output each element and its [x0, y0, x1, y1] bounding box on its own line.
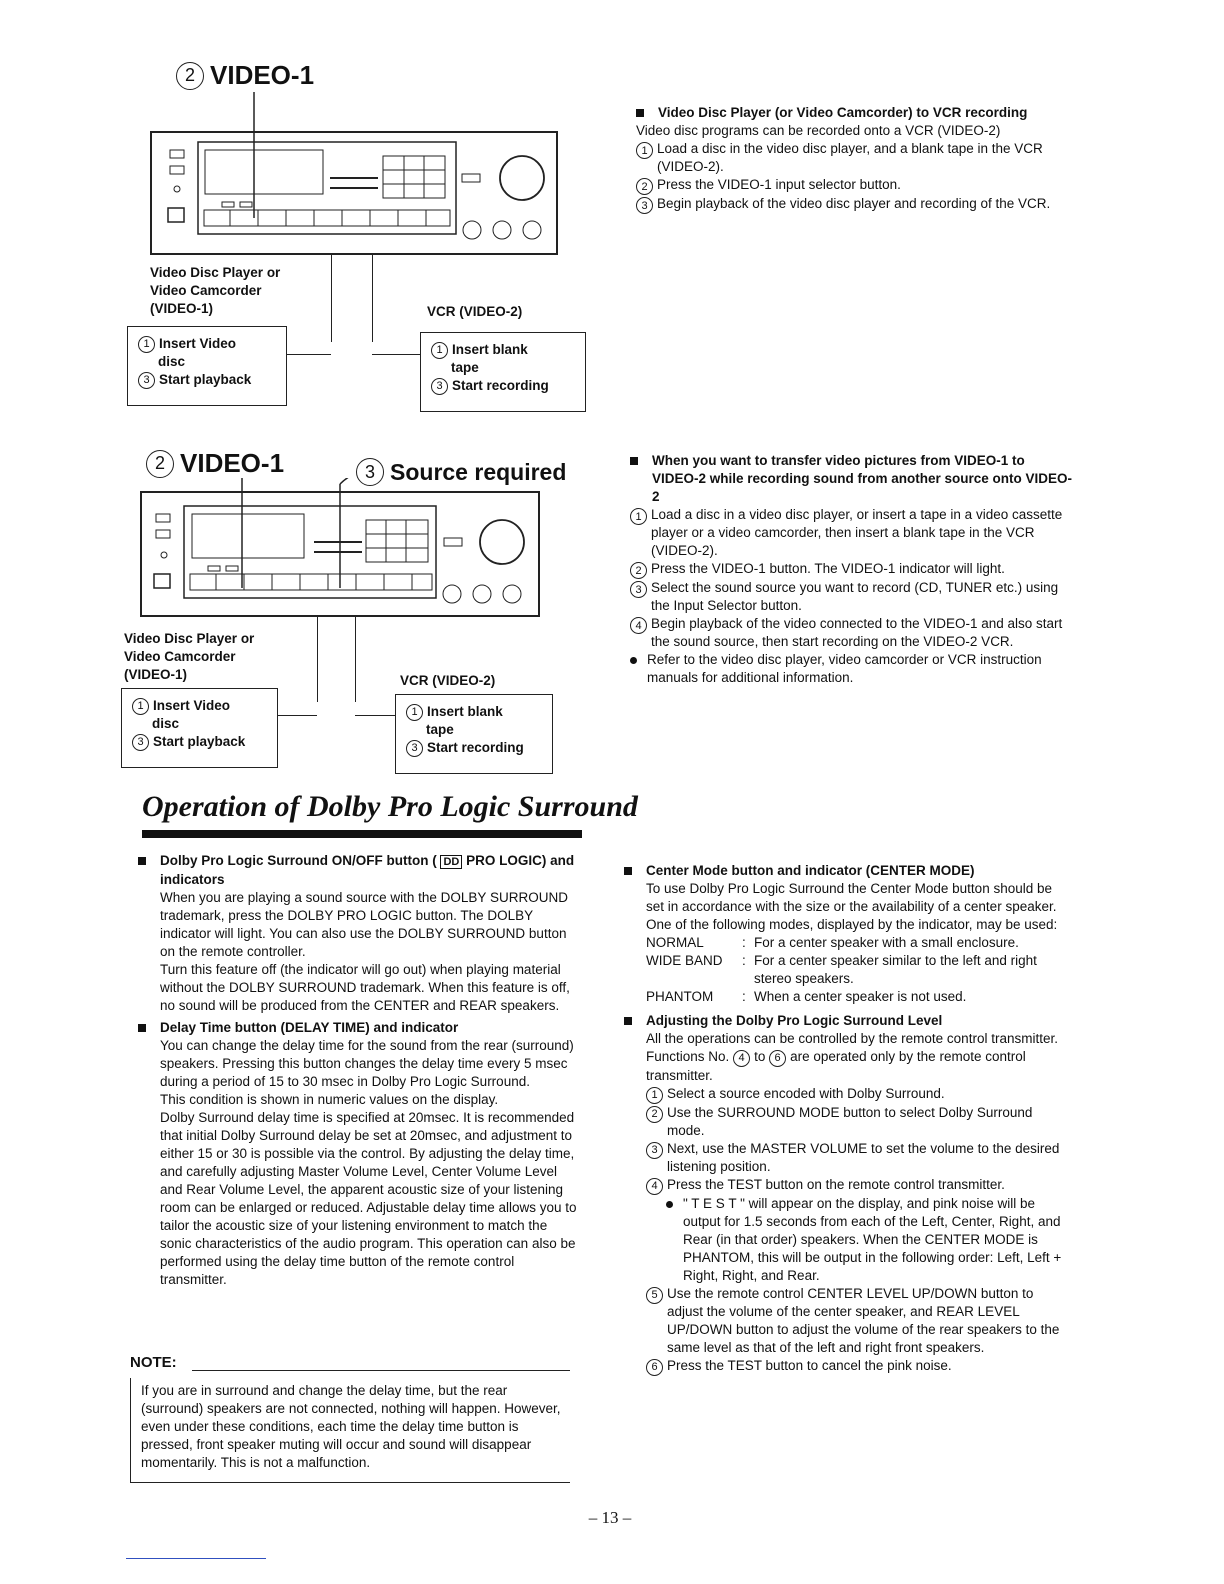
test-bullet	[646, 1195, 1068, 1285]
step	[630, 506, 1074, 560]
circled-3-icon: 3	[646, 1142, 663, 1159]
mode-desc: For a center speaker similar to the left and right stereo speakers.	[754, 953, 1037, 986]
square-bullet-icon	[138, 857, 146, 865]
circled-2-icon: 2	[646, 1106, 663, 1123]
step-text: Load a disc in the video disc player, and a blank tape in the VCR (VIDEO-2).	[657, 141, 1043, 174]
diagram1-heading-text: VIDEO-1	[210, 60, 315, 90]
paragraph: When you are playing a sound source with the DOLBY SURROUND trademark, press the DOLBY PRO LOGIC button. The DOLBY indicator will light. You can also use the DOLBY SURROUND button on the remote controller.	[160, 890, 568, 959]
mode-row: NORMAL : For a center speaker with a small enclosure.	[646, 935, 1019, 950]
square-bullet-icon	[624, 1017, 632, 1025]
bullet-dot-icon	[666, 1201, 673, 1208]
step-text: Insert Video	[153, 698, 231, 713]
mode-desc: When a center speaker is not used.	[754, 989, 967, 1004]
mode-name: WIDE BAND	[646, 953, 723, 968]
paragraph	[646, 1030, 1068, 1085]
note-bullet	[630, 651, 1074, 687]
square-bullet-icon	[630, 457, 638, 465]
diagram2-left-box	[121, 688, 278, 768]
diagram2-left-label	[124, 630, 254, 684]
circled-2-icon: 2	[636, 178, 653, 195]
label-line: (VIDEO-1)	[150, 301, 214, 316]
title-part: Dolby Pro Logic Surround ON/OFF button (	[160, 853, 437, 868]
diagram1-left-box	[127, 326, 287, 406]
step	[646, 1104, 1068, 1140]
note-box	[130, 1378, 570, 1483]
dolby-logo-icon: DD	[440, 855, 462, 869]
section-title	[160, 852, 582, 889]
step-text: Start recording	[452, 378, 549, 393]
circled-3-icon: 3	[138, 372, 155, 389]
note-text: Refer to the video disc player, video camcorder or VCR instruction manuals for additional information.	[647, 652, 1042, 685]
step-text: Use the SURROUND MODE button to select Dolby Surround mode.	[667, 1104, 1033, 1138]
diagram2-right-box	[395, 694, 553, 774]
step-text: Insert blank	[452, 342, 528, 357]
page-number: – 13 –	[588, 1508, 632, 1527]
label-line: Video Disc Player or	[150, 265, 281, 280]
label-line: Video Disc Player or	[124, 631, 255, 646]
paragraph: Turn this feature off (the indicator will go out) when playing material without the DOLBY SURROUND trademark. When this feature is off, no sound will be produced from the CENTER and REAR speakers.	[160, 962, 570, 1013]
circled-1-icon: 1	[431, 342, 448, 359]
step	[646, 1085, 1068, 1104]
paragraph: Dolby Surround delay time is specified at 20msec. It is recommended that initial Dolby Surround delay be set at 20msec, and adjustment to either 15 or 30 is possible via the control. By adjusting the delay time, and carefully adjusting Master Volume Level, Center Volume Level and Rear Volume Level, the apparent acoustic size of your listening room can be enlarged or reduced. Adjustable delay time allows you to tailor the acoustic size of your listening environment to match the sonic characteristics of the audio program. This operation can also be performed using the delay time button of the remote control transmitter.	[160, 1110, 577, 1287]
section-heading	[636, 104, 1082, 122]
diagram2-heading	[146, 448, 284, 479]
step-text: Select the sound source you want to record (CD, TUNER etc.) using the Input Selector button.	[651, 580, 1059, 613]
paragraph: You can change the delay time for the sound from the rear (surround) speakers. Pressing this button changes the delay time every 5 msec during a period of 15 to 30 msec in Dolby Pro Logic Surround.	[160, 1038, 574, 1089]
text-part: All the operations can be controlled by the remote control transmitter. Functions No.	[646, 1031, 1058, 1064]
circled-2-icon: 2	[176, 62, 204, 90]
circled-5-icon: 5	[646, 1287, 663, 1304]
step	[646, 1140, 1068, 1176]
text-part: are operated only by the remote control transmitter.	[646, 1049, 1026, 1083]
step-text: Start playback	[153, 734, 246, 749]
note-text: If you are in surround and change the delay time, but the rear (surround) speakers are not connected, nothing will happen. However, even under these conditions, each time the delay time button is pressed, front speaker muting will occur and sound will disappear momentarily. This is not a malfunction.	[141, 1383, 561, 1470]
section-intro: Video disc programs can be recorded onto a VCR (VIDEO-2)	[636, 123, 1001, 138]
section-heading	[624, 862, 1068, 880]
circled-3-icon: 3	[630, 581, 647, 598]
diagram2-right-label: VCR (VIDEO-2)	[400, 673, 496, 688]
step-text: tape	[451, 360, 479, 375]
section-title: Adjusting the Dolby Pro Logic Surround Level	[646, 1013, 943, 1028]
mode-row: PHANTOM : When a center speaker is not used.	[646, 989, 967, 1004]
title-part: PRO LOGIC) and indicators	[160, 853, 575, 887]
section-heading	[630, 452, 1074, 506]
step-text: disc	[152, 716, 180, 731]
step	[630, 560, 1074, 579]
bullet-dot-icon	[630, 657, 637, 664]
step-text: Start playback	[159, 372, 252, 387]
step-text: Press the VIDEO-1 button. The VIDEO-1 indicator will light.	[651, 561, 1005, 576]
circled-1-icon: 1	[630, 508, 647, 525]
diagram1-left-label	[150, 264, 280, 318]
step	[646, 1285, 1068, 1357]
section-title: Delay Time button (DELAY TIME) and indicator	[160, 1020, 459, 1035]
mode-name: PHANTOM	[646, 989, 714, 1004]
circled-1-icon: 1	[138, 336, 155, 353]
section-title: Center Mode button and indicator (CENTER MODE)	[646, 863, 975, 878]
receiver-front-panel-1	[150, 92, 560, 258]
square-bullet-icon	[624, 867, 632, 875]
section-heading	[138, 1019, 582, 1037]
section-heading	[138, 852, 582, 889]
step-text: Load a disc in a video disc player, or insert a tape in a video cassette player or a video camcorder, then insert a blank tape in the VCR (VIDEO-2).	[651, 507, 1063, 558]
circled-6-icon: 6	[646, 1359, 663, 1376]
step-text: Next, use the MASTER VOLUME to set the volume to the desired listening position.	[667, 1140, 1060, 1174]
note-label: NOTE:	[130, 1354, 177, 1371]
circled-1-icon: 1	[636, 142, 653, 159]
left-bottom-section	[138, 852, 582, 1289]
circled-2-icon: 2	[630, 562, 647, 579]
step-text: Insert blank	[427, 704, 503, 719]
circled-4-icon: 4	[646, 1178, 663, 1195]
title-underline	[142, 830, 582, 838]
step-text: Insert Video	[159, 336, 237, 351]
circled-3-icon: 3	[132, 734, 149, 751]
right-mid-section	[630, 452, 1074, 687]
source-required-text: Source required	[390, 458, 567, 485]
circled-3-icon: 3	[356, 458, 384, 486]
step	[646, 1357, 1068, 1376]
step	[630, 615, 1074, 651]
right-bottom-section	[624, 862, 1068, 1376]
circled-6-icon: 6	[769, 1050, 786, 1067]
mode-name: NORMAL	[646, 935, 704, 950]
footer-rule	[126, 1558, 266, 1559]
circled-1-icon: 1	[406, 704, 423, 721]
label-line: (VIDEO-1)	[124, 667, 188, 682]
page-title: Operation of Dolby Pro Logic Surround	[142, 790, 638, 823]
circled-1-icon: 1	[132, 698, 149, 715]
diagram1-right-box	[420, 332, 586, 412]
step-text: Begin playback of the video disc player and recording of the VCR.	[657, 196, 1051, 211]
step	[630, 579, 1074, 615]
section-heading	[624, 1012, 1068, 1030]
circled-2-icon: 2	[146, 450, 174, 478]
step-text: Press the VIDEO-1 input selector button.	[657, 177, 901, 192]
mode-row: WIDE BAND : For a center speaker similar to the left and right stereo speakers.	[646, 952, 1068, 988]
step-text: Use the remote control CENTER LEVEL UP/DOWN button to adjust the volume of the center speaker, and REAR LEVEL UP/DOWN button to adjust the volume of the rear speakers to the same level as that of the left and right front speakers.	[667, 1285, 1060, 1355]
circled-4-icon: 4	[630, 617, 647, 634]
text-part: to	[754, 1049, 766, 1064]
circled-1-icon: 1	[646, 1087, 663, 1104]
label-line: Video Camcorder	[150, 283, 262, 298]
step	[636, 176, 1082, 195]
paragraph: To use Dolby Pro Logic Surround the Center Mode button should be set in accordance with the size or the availability of a center speaker. One of the following modes, displayed by the indicator, may be used:	[646, 881, 1058, 932]
section-title: Video Disc Player (or Video Camcorder) to VCR recording	[658, 105, 1028, 120]
bullet-text: " T E S T " will appear on the display, and pink noise will be output for 1.5 seconds from each of the Left, Center, Right, and Rear (in that order) speakers. When the CENTER MODE is PHANTOM, this will be output in the following order: Left, Left + Right, Right, and Rear.	[683, 1195, 1062, 1283]
receiver-front-panel-2	[140, 478, 550, 620]
paragraph: This condition is shown in numeric values on the display.	[160, 1092, 499, 1107]
square-bullet-icon	[138, 1024, 146, 1032]
label-line: Video Camcorder	[124, 649, 236, 664]
step-text: disc	[158, 354, 186, 369]
step	[636, 140, 1082, 176]
right-top-section	[636, 104, 1082, 214]
step-text: tape	[426, 722, 454, 737]
circled-4-icon: 4	[733, 1050, 750, 1067]
diagram1-heading	[176, 60, 314, 91]
step-text: Start recording	[427, 740, 524, 755]
step-text: Begin playback of the video connected to the VIDEO-1 and also start the sound source, then start recording on the VIDEO-2 VCR.	[651, 616, 1063, 649]
step	[646, 1176, 1068, 1195]
step	[636, 195, 1082, 214]
square-bullet-icon	[636, 109, 644, 117]
circled-3-icon: 3	[406, 740, 423, 757]
diagram2-heading-text: VIDEO-1	[180, 448, 285, 478]
diagram1-right-label: VCR (VIDEO-2)	[427, 304, 523, 319]
step-text: Select a source encoded with Dolby Surround.	[667, 1085, 945, 1101]
step-text: Press the TEST button on the remote control transmitter.	[667, 1176, 1005, 1192]
mode-desc: For a center speaker with a small enclosure.	[754, 935, 1019, 950]
circled-3-icon: 3	[431, 378, 448, 395]
circled-3-icon: 3	[636, 197, 653, 214]
section-title: When you want to transfer video pictures from VIDEO-1 to VIDEO-2 while recording sound from another source onto VIDEO-2	[652, 453, 1073, 504]
step-text: Press the TEST button to cancel the pink noise.	[667, 1357, 952, 1373]
